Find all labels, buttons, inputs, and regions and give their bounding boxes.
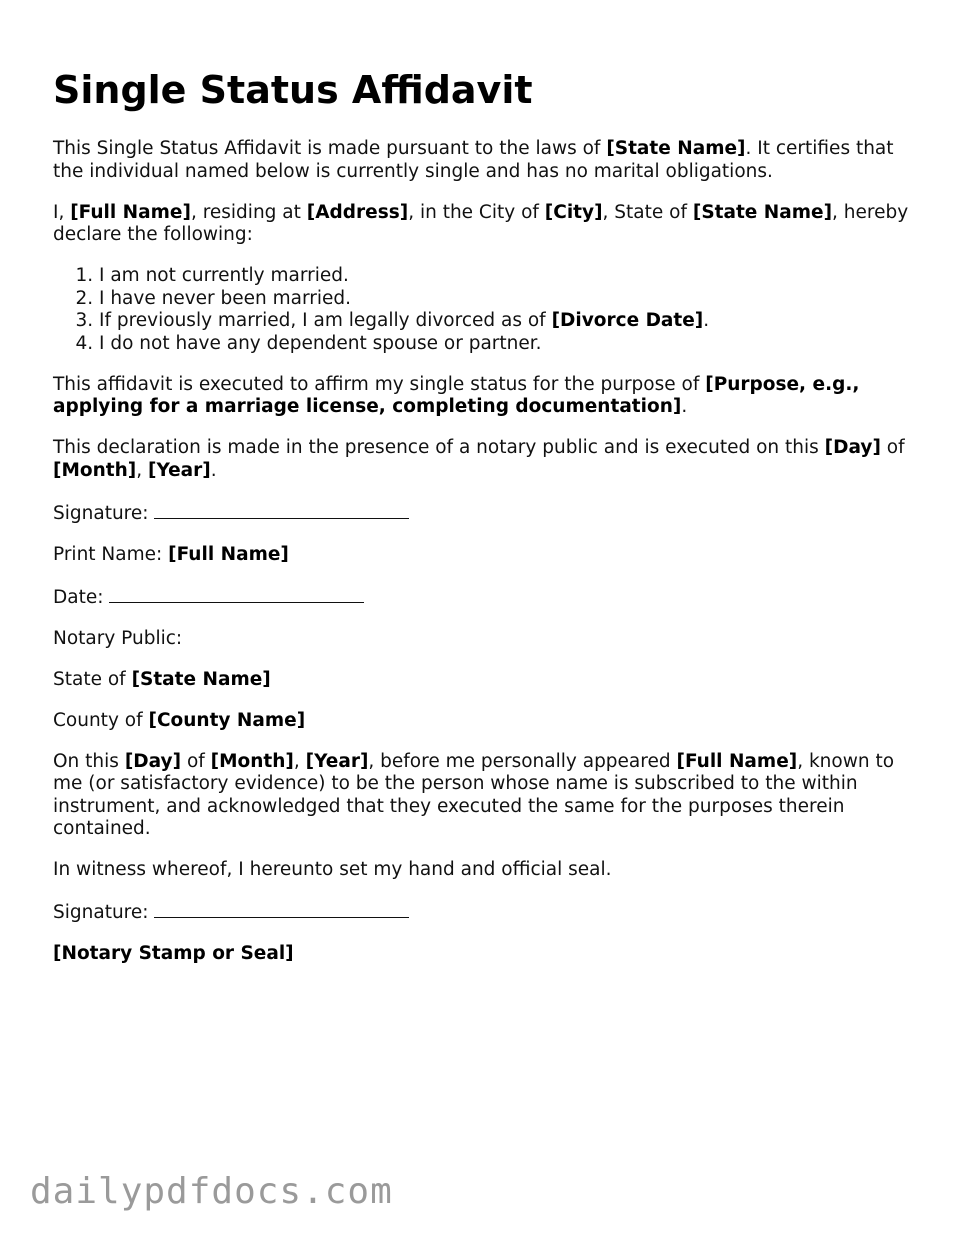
notary-heading: Notary Public: bbox=[53, 627, 183, 649]
acknowledgment-paragraph bbox=[53, 751, 913, 841]
signature-label: Signature: bbox=[53, 502, 155, 524]
print-name-label: Print Name: bbox=[53, 543, 169, 565]
address-placeholder: [Address] bbox=[306, 201, 409, 223]
intro-text: This Single Status Affidavit is made pursuant to the laws of bbox=[53, 138, 607, 159]
declaration-list bbox=[53, 265, 913, 355]
list-item-text: If previously married, I am legally divorced as of bbox=[99, 310, 552, 331]
month-placeholder: [Month] bbox=[210, 750, 294, 772]
purpose-text: This affidavit is executed to affirm my single status for the purpose of bbox=[53, 373, 706, 395]
purpose-placeholder: [Purpose, e.g., applying for a marriage license, completing documentation] bbox=[53, 373, 860, 417]
execution-paragraph bbox=[53, 437, 913, 482]
date-line bbox=[53, 585, 913, 610]
state-label: State of bbox=[53, 668, 132, 690]
day-placeholder: [Day] bbox=[124, 750, 182, 772]
month-placeholder: [Month] bbox=[53, 459, 137, 481]
purpose-text: . bbox=[681, 396, 688, 417]
signature-blank[interactable] bbox=[154, 900, 409, 918]
county-label: County of bbox=[53, 709, 149, 731]
signature-label: Signature: bbox=[53, 902, 155, 923]
declaration-text: , in the City of bbox=[408, 201, 545, 223]
state-name-placeholder: [State Name] bbox=[692, 201, 833, 223]
list-item-text: . bbox=[703, 310, 710, 331]
signature-blank[interactable] bbox=[154, 501, 409, 519]
acknowledgment-text: , known to me (or satisfactory evidence) to be the person whose name is subscribed to the within instrument, and acknowledged that they executed the same for the purposes therein contained. bbox=[53, 750, 895, 839]
list-item: 1. I am not currently married. bbox=[99, 265, 913, 288]
document-page bbox=[53, 66, 913, 984]
document-title: Single Status Affidavit bbox=[53, 68, 533, 112]
execution-text: This declaration is made in the presence of a notary public and is executed on this bbox=[53, 437, 825, 458]
seal-text: [Notary Stamp or Seal] bbox=[53, 943, 294, 964]
acknowledgment-text: , bbox=[293, 750, 306, 772]
print-name-line bbox=[53, 544, 913, 567]
declaration-text: , hereby declare the following: bbox=[53, 201, 909, 245]
year-placeholder: [Year] bbox=[305, 750, 369, 772]
intro-paragraph bbox=[53, 138, 913, 183]
intro-text: . It certifies that the individual named below is currently single and has no marital obligations. bbox=[53, 138, 894, 182]
notary-signature-line bbox=[53, 900, 913, 925]
list-item bbox=[99, 310, 913, 333]
county-line bbox=[53, 710, 913, 733]
declaration-paragraph bbox=[53, 202, 913, 247]
state-name-placeholder: [State Name] bbox=[606, 138, 746, 159]
city-placeholder: [City] bbox=[544, 201, 603, 223]
list-item: 4. I do not have any dependent spouse or partner. bbox=[99, 333, 913, 356]
declaration-text: , residing at bbox=[190, 201, 307, 223]
year-placeholder: [Year] bbox=[147, 459, 211, 481]
state-line bbox=[53, 669, 913, 692]
declaration-text: I, bbox=[53, 201, 71, 223]
witness-paragraph: In witness whereof, I hereunto set my hand and official seal. bbox=[53, 859, 612, 880]
date-blank[interactable] bbox=[109, 585, 364, 603]
seal-placeholder bbox=[53, 943, 913, 966]
county-name-placeholder: [County Name] bbox=[148, 709, 306, 731]
divorce-date-placeholder: [Divorce Date] bbox=[551, 310, 704, 331]
watermark: dailypdfdocs.com bbox=[30, 1171, 393, 1212]
acknowledgment-text: , before me personally appeared bbox=[368, 750, 677, 772]
date-label: Date: bbox=[53, 586, 110, 608]
acknowledgment-text: of bbox=[181, 750, 211, 772]
full-name-placeholder: [Full Name] bbox=[70, 201, 191, 223]
acknowledgment-text: On this bbox=[53, 750, 125, 772]
declaration-text: , State of bbox=[602, 201, 693, 223]
signature-line bbox=[53, 501, 913, 526]
list-item: 2. I have never been married. bbox=[99, 288, 913, 311]
full-name-placeholder: [Full Name] bbox=[168, 543, 289, 565]
state-name-placeholder: [State Name] bbox=[131, 668, 271, 690]
full-name-placeholder: [Full Name] bbox=[676, 750, 798, 772]
execution-text: . bbox=[210, 459, 217, 481]
day-placeholder: [Day] bbox=[824, 437, 881, 458]
execution-text: of bbox=[880, 437, 905, 458]
execution-text: , bbox=[136, 459, 148, 481]
purpose-paragraph bbox=[53, 374, 913, 419]
